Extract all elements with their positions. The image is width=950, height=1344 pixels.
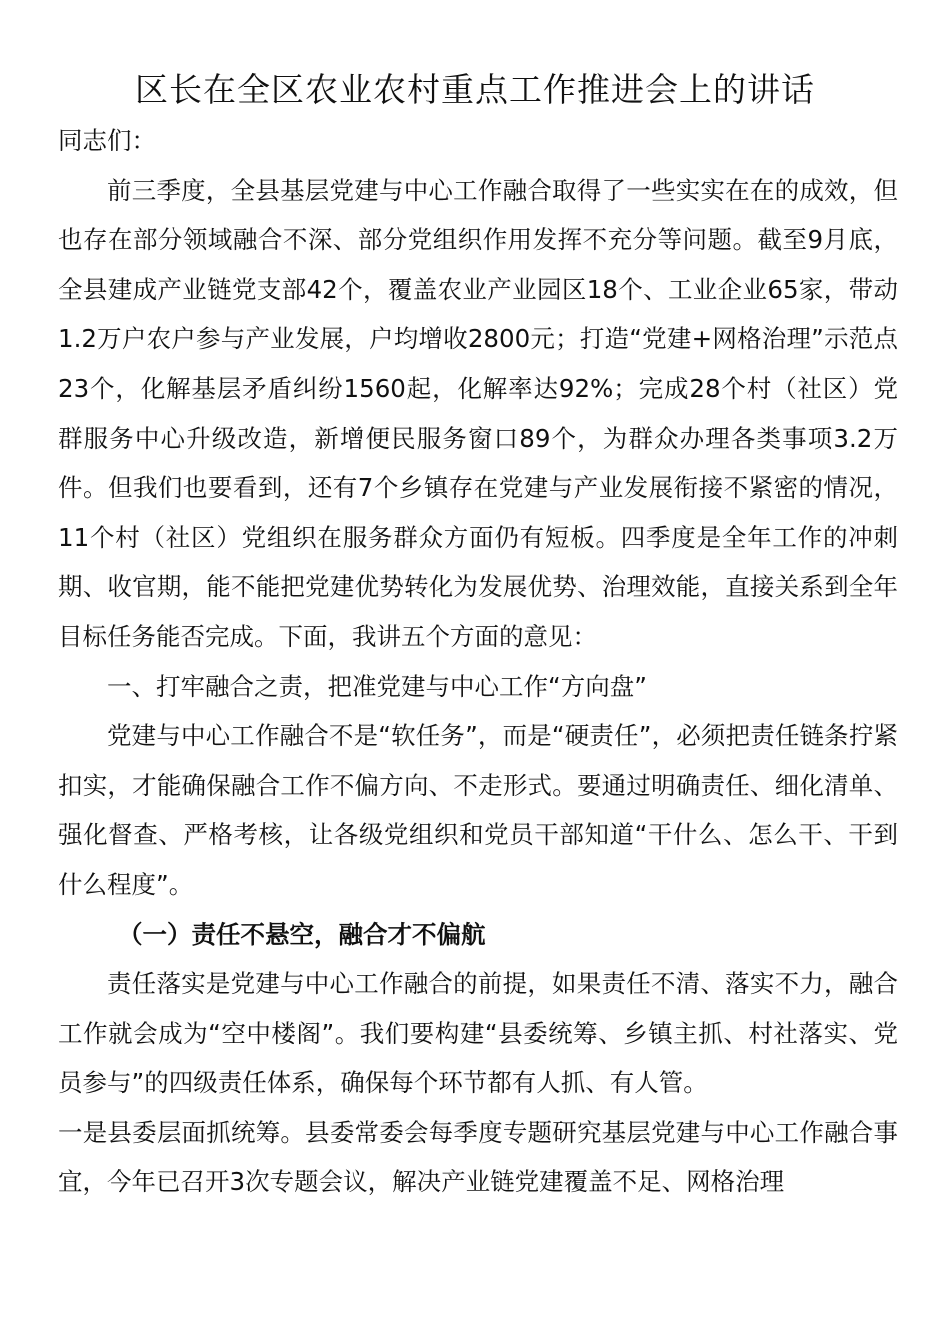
document-body — [58, 116, 898, 1207]
greeting: 同志们： — [58, 126, 156, 155]
section-1-paragraph: 党建与中心工作融合不是“软任务”，而是“硬责任”，必须把责任链条拧紧扣实，才能确保融合工作不偏方向、不走形式。要通过明确责任、细化清单、强化督查、严格考核，让各级党组织和党员干部知道“干什么、怎么干、干到什么程度”。 — [58, 721, 898, 899]
subsection-heading-1: （一）责任不悬空，融合才不偏航 — [118, 919, 486, 949]
subsection-1-paragraph: 责任落实是党建与中心工作融合的前提，如果责任不清、落实不力，融合工作就会成为“空中楼阁”。我们要构建“县委统筹、乡镇主抓、村社落实、党员参与”的四级责任体系，确保每个环节都有人抓、有人管。 — [58, 969, 898, 1098]
intro-paragraph: 前三季度，全县基层党建与中心工作融合取得了一些实实在在的成效，但也存在部分领域融合不深、部分党组织作用发挥不充分等问题。截至9月底，全县建成产业链党支部42个，覆盖农业产业园区18个、工业企业65家，带动1.2万户农户参与产业发展，户均增收2800元；打造“党建+网格治理”示范点23个，化解基层矛盾纠纷1560起，化解率达92%；完成28个村（社区）党群服务中心升级改造，新增便民服务窗口89个，为群众办理各类事项3.2万件。但我们也要看到，还有7个乡镇存在党建与产业发展衔接不紧密的情况，11个村（社区）党组织在服务群众方面仍有短板。四季度是全年工作的冲刺期、收官期，能不能把党建优势转化为发展优势、治理效能，直接关系到全年目标任务能否完成。下面，我讲五个方面的意见： — [58, 175, 898, 651]
section-heading-1: 一、打牢融合之责，把准党建与中心工作“方向盘” — [107, 671, 647, 701]
subsection-1-point-1: 一是县委层面抓统筹。县委常委会每季度专题研究基层党建与中心工作融合事宜，今年已召开3次专题会议，解决产业链党建覆盖不足、网格治理 — [58, 1117, 898, 1197]
document-title: 区长在全区农业农村重点工作推进会上的讲话 — [135, 70, 815, 109]
